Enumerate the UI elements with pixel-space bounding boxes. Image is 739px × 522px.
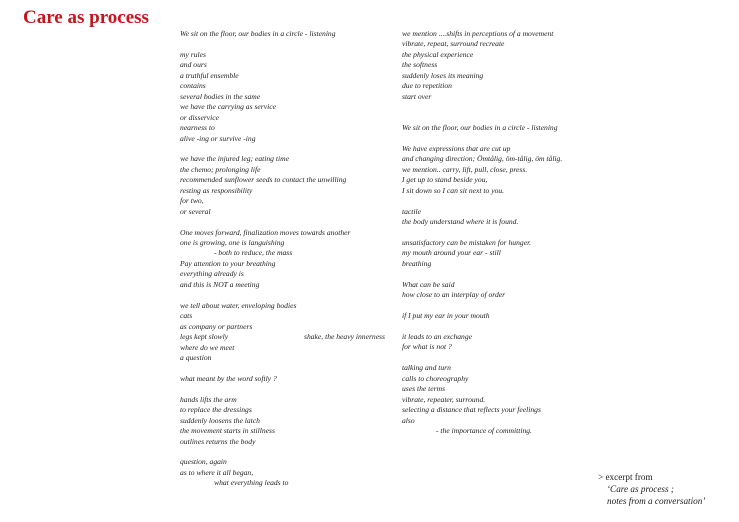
poem-line: Pay attention to your breathing [180, 258, 276, 268]
poem-line: and changing direction; Ömtålig, öm-tålig, öm tålig. [402, 154, 563, 164]
poem-line: we have the carrying as service [180, 102, 276, 112]
poem-line: if I put my ear in your mouth [402, 311, 490, 321]
poem-right-column [402, 29, 617, 437]
poem-line: resting as responsibility [180, 185, 253, 195]
poem-line: or disservice [180, 112, 220, 122]
poem-line: also [402, 415, 415, 425]
poem-line: I sit down so I can sit next to you. [402, 185, 505, 195]
poem-line: calls to choreography [402, 373, 469, 383]
poem-line-split [180, 332, 395, 342]
excerpt-source-title: ‘Care as process ; [607, 484, 674, 494]
poem-line: start over [402, 91, 432, 101]
stanza-gap [402, 228, 617, 238]
excerpt-label: > excerpt from [598, 472, 653, 482]
poem-line: my mouth around your ear - still [402, 248, 501, 258]
excerpt-source-subtitle: notes from a conversation’ [607, 496, 706, 506]
poem-line: how close to an interplay of order [402, 290, 506, 300]
poem-line: uses the terms [402, 384, 446, 394]
poem-line: a truthful ensemble [180, 70, 239, 80]
poem-line: talking and turn [402, 363, 451, 373]
stanza-gap [180, 217, 395, 227]
poem-line: the chemo; prolonging life [180, 164, 261, 174]
poem-line: I get up to stand beside you, [402, 175, 488, 185]
poem-line: the body understand where it is found. [402, 217, 519, 227]
poem-line: nearness to [180, 123, 215, 133]
stanza-gap [180, 447, 395, 457]
poem-line: unsatisfactory can be mistaken for hunger. [402, 237, 532, 247]
poem-line: where do we meet [180, 342, 235, 352]
stanza-gap [402, 301, 617, 311]
poem-line: we mention ....shifts in perceptions of a movement [402, 29, 554, 38]
poem-line: as to where it all began, [180, 467, 254, 477]
poem-line: recommended sunflower seeds to contact the unwilling [180, 175, 347, 185]
poem-line: tactile [402, 206, 421, 216]
poem-line-indented: - both to reduce, the mass [214, 248, 293, 258]
poem-line: as company or partners [180, 321, 253, 331]
poem-line: or several [180, 206, 211, 216]
poem-line: one is growing, one is languishing [180, 238, 285, 248]
poem-line-indented: what everything leads to [214, 478, 289, 488]
poem-line: selecting a distance that reflects your feelings [402, 405, 541, 415]
poem-line: breathing [402, 258, 432, 268]
stanza-gap [402, 269, 617, 279]
poem-line: contains [180, 81, 206, 91]
poem-line: for two, [180, 196, 204, 206]
page-title: Care as process [23, 7, 149, 28]
poem-line: to replace the dressings [180, 405, 252, 415]
poem-line: vibrate, repeater, surround. [402, 394, 486, 404]
stanza-gap [180, 363, 395, 373]
poem-fragment: legs kept slowly [180, 332, 229, 342]
poem-line: We sit on the floor, our bodies in a circle - listening [402, 123, 558, 133]
poem-line: What can be said [402, 279, 455, 289]
poem-line: question, again [180, 457, 227, 467]
stanza-gap [180, 290, 395, 300]
poem-line: outlines returns the body [180, 436, 256, 446]
stanza-gap [402, 113, 617, 123]
poem-line: it leads to an exchange [402, 332, 473, 342]
stanza-gap [402, 102, 617, 112]
stanza-gap [180, 384, 395, 394]
stanza-gap [402, 353, 617, 363]
poem-line: a question [180, 352, 212, 362]
poem-line: and this is NOT a meeting [180, 279, 260, 289]
poem-line: my rules [180, 49, 206, 59]
excerpt-note [598, 471, 705, 507]
poem-line: We have expressions that are cut up [402, 143, 511, 153]
stanza-gap [180, 144, 395, 154]
poem-line: what meant by the word softly ? [180, 373, 277, 383]
poem-line-indented: - the importance of committing. [436, 426, 532, 436]
poem-line: several bodies in the same [180, 91, 261, 101]
poem-line: One moves forward, finalization moves towards another [180, 227, 351, 237]
stanza-gap [402, 196, 617, 206]
poem-line: suddenly loosens the latch [180, 415, 260, 425]
poem-line: the softness [402, 60, 438, 70]
poem-line: due to repetition [402, 81, 452, 91]
poem-line: we have the injured leg; eating time [180, 154, 289, 164]
poem-line: We sit on the floor, our bodies in a circle - listening [180, 29, 336, 38]
poem-fragment: shake, the heavy innerness [304, 332, 385, 342]
stanza-gap [180, 39, 395, 49]
poem-line: the movement starts in stillness [180, 426, 275, 436]
poem-line: cats [180, 311, 193, 321]
poem-line: we mention.. carry, lift, pull, close, press. [402, 164, 528, 174]
poem-line: vibrate, repeat, surround recreate [402, 39, 505, 49]
stanza-gap [402, 134, 617, 144]
poem-line: we tell about water, enveloping bodies [180, 300, 297, 310]
poem-line: hands lifts the arm [180, 394, 237, 404]
poem-line: for what is not ? [402, 342, 452, 352]
poem-line: and ours [180, 60, 207, 70]
poem-line: the physical experience [402, 49, 474, 59]
poem-line: everything already is [180, 269, 244, 279]
stanza-gap [402, 322, 617, 332]
poem-line: suddenly loses its meaning [402, 70, 484, 80]
poem-left-column [180, 29, 395, 489]
poem-line: alive -ing or survive -ing [180, 133, 256, 143]
